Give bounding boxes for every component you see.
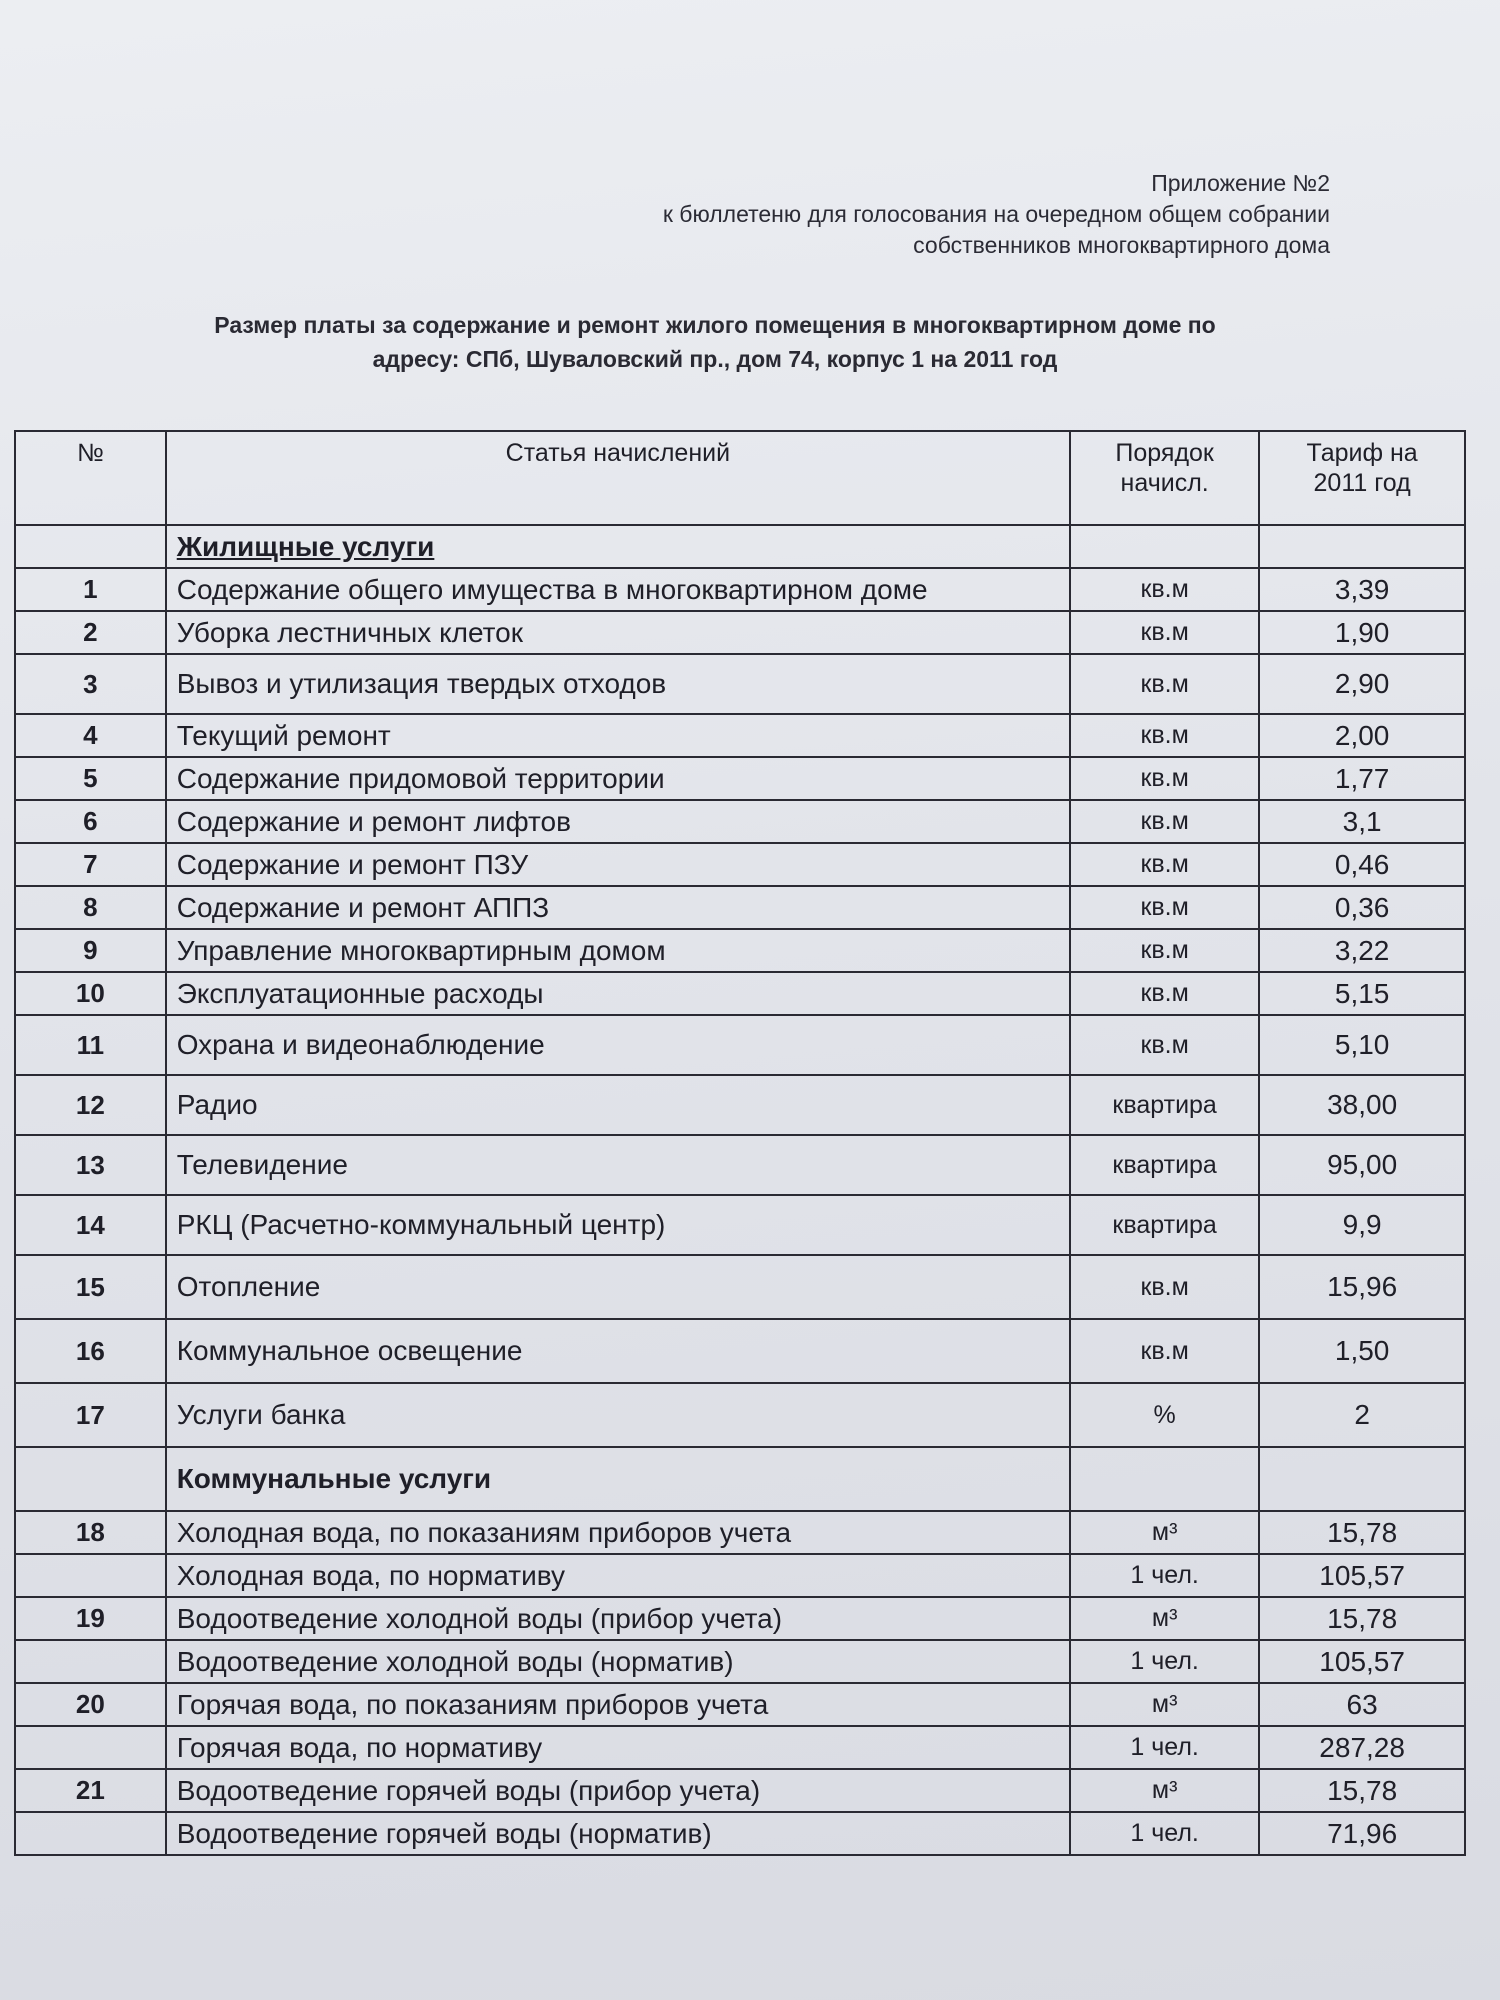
table-row	[15, 1812, 1465, 1855]
row-item: Холодная вода, по показаниям приборов учета	[166, 1511, 1070, 1554]
row-num: 18	[15, 1511, 166, 1554]
row-item: Уборка лестничных клеток	[166, 611, 1070, 654]
row-rate: 287,28	[1259, 1726, 1465, 1769]
table-row	[15, 1554, 1465, 1597]
row-num: 11	[15, 1015, 166, 1075]
row-rate: 5,15	[1259, 972, 1465, 1015]
row-item: Текущий ремонт	[166, 714, 1070, 757]
row-rate: 105,57	[1259, 1554, 1465, 1597]
row-num: 12	[15, 1075, 166, 1135]
row-num: 8	[15, 886, 166, 929]
table-row	[15, 1195, 1465, 1255]
row-num: 14	[15, 1195, 166, 1255]
row-item: Коммунальное освещение	[166, 1319, 1070, 1383]
table-row	[15, 886, 1465, 929]
row-num: 13	[15, 1135, 166, 1195]
row-item: Содержание общего имущества в многоквартирном доме	[166, 568, 1070, 611]
row-num: 21	[15, 1769, 166, 1812]
row-item: РКЦ (Расчетно-коммунальный центр)	[166, 1195, 1070, 1255]
row-item: Содержание и ремонт лифтов	[166, 800, 1070, 843]
row-unit: квартира	[1070, 1195, 1259, 1255]
header-unit	[1070, 431, 1259, 525]
table-row	[15, 929, 1465, 972]
row-rate: 63	[1259, 1683, 1465, 1726]
row-item: Телевидение	[166, 1135, 1070, 1195]
row-unit: кв.м	[1070, 886, 1259, 929]
row-unit: м³	[1070, 1597, 1259, 1640]
row-unit: квартира	[1070, 1135, 1259, 1195]
row-item: Холодная вода, по нормативу	[166, 1554, 1070, 1597]
row-num: 5	[15, 757, 166, 800]
table-row	[15, 1726, 1465, 1769]
row-unit: кв.м	[1070, 1255, 1259, 1319]
header-num: №	[15, 431, 166, 525]
row-num: 9	[15, 929, 166, 972]
header-unit-line-1: Порядок	[1115, 439, 1214, 467]
header-unit-line-2: начисл.	[1120, 469, 1209, 497]
section-row-housing	[15, 525, 1465, 568]
row-item: Радио	[166, 1075, 1070, 1135]
row-num	[15, 1554, 166, 1597]
header-rate-line-1: Тариф на	[1306, 439, 1418, 467]
table-row	[15, 1015, 1465, 1075]
row-unit: %	[1070, 1383, 1259, 1447]
appendix-line-2: к бюллетеню для голосования на очередном общем собрании	[662, 201, 1330, 227]
row-item: Содержание и ремонт АППЗ	[166, 886, 1070, 929]
table-row	[15, 568, 1465, 611]
row-num: 16	[15, 1319, 166, 1383]
table-row	[15, 1075, 1465, 1135]
row-num: 17	[15, 1383, 166, 1447]
row-unit: кв.м	[1070, 568, 1259, 611]
row-rate: 1,77	[1259, 757, 1465, 800]
row-rate: 2,00	[1259, 714, 1465, 757]
row-num: 4	[15, 714, 166, 757]
row-unit: кв.м	[1070, 843, 1259, 886]
row-rate: 15,96	[1259, 1255, 1465, 1319]
row-unit: кв.м	[1070, 972, 1259, 1015]
row-rate: 5,10	[1259, 1015, 1465, 1075]
row-unit: м³	[1070, 1511, 1259, 1554]
row-num: 1	[15, 568, 166, 611]
row-rate: 15,78	[1259, 1597, 1465, 1640]
table-row	[15, 654, 1465, 714]
appendix-line-3: собственников многоквартирного дома	[913, 232, 1330, 258]
table-header-row	[15, 431, 1465, 525]
row-num: 2	[15, 611, 166, 654]
row-item: Вывоз и утилизация твердых отходов	[166, 654, 1070, 714]
table-row	[15, 1383, 1465, 1447]
row-unit: 1 чел.	[1070, 1812, 1259, 1855]
document-title	[60, 308, 1370, 376]
table-row	[15, 714, 1465, 757]
row-rate: 0,36	[1259, 886, 1465, 929]
row-num: 6	[15, 800, 166, 843]
row-unit: кв.м	[1070, 1015, 1259, 1075]
row-item: Эксплуатационные расходы	[166, 972, 1070, 1015]
row-num	[15, 1640, 166, 1683]
header-rate-line-2: 2011 год	[1313, 469, 1411, 497]
row-num: 10	[15, 972, 166, 1015]
row-num: 19	[15, 1597, 166, 1640]
table-row	[15, 1135, 1465, 1195]
table-row	[15, 1255, 1465, 1319]
row-unit: кв.м	[1070, 654, 1259, 714]
row-rate: 15,78	[1259, 1769, 1465, 1812]
table-row	[15, 1511, 1465, 1554]
row-rate: 9,9	[1259, 1195, 1465, 1255]
row-item: Водоотведение холодной воды (норматив)	[166, 1640, 1070, 1683]
row-item: Управление многоквартирным домом	[166, 929, 1070, 972]
row-rate: 3,22	[1259, 929, 1465, 972]
row-unit: квартира	[1070, 1075, 1259, 1135]
row-unit: 1 чел.	[1070, 1640, 1259, 1683]
row-unit: кв.м	[1070, 757, 1259, 800]
row-rate: 71,96	[1259, 1812, 1465, 1855]
row-item: Содержание и ремонт ПЗУ	[166, 843, 1070, 886]
table-row	[15, 800, 1465, 843]
row-num	[15, 1812, 166, 1855]
table-row	[15, 1597, 1465, 1640]
row-item: Содержание придомовой территории	[166, 757, 1070, 800]
row-num: 20	[15, 1683, 166, 1726]
appendix-note	[430, 168, 1330, 261]
section-title-utilities: Коммунальные услуги	[166, 1447, 1070, 1511]
row-unit: м³	[1070, 1683, 1259, 1726]
row-item: Горячая вода, по нормативу	[166, 1726, 1070, 1769]
row-rate: 0,46	[1259, 843, 1465, 886]
row-item: Отопление	[166, 1255, 1070, 1319]
appendix-line-1: Приложение №2	[1151, 170, 1330, 196]
row-rate: 3,1	[1259, 800, 1465, 843]
table-row	[15, 1683, 1465, 1726]
tariff-table	[14, 430, 1466, 1856]
row-num: 15	[15, 1255, 166, 1319]
row-unit: м³	[1070, 1769, 1259, 1812]
row-rate: 1,50	[1259, 1319, 1465, 1383]
section-row-utilities	[15, 1447, 1465, 1511]
title-line-2: адресу: СПб, Шуваловский пр., дом 74, корпус 1 на 2011 год	[372, 346, 1058, 372]
row-item: Услуги банка	[166, 1383, 1070, 1447]
row-item: Охрана и видеонаблюдение	[166, 1015, 1070, 1075]
row-num: 7	[15, 843, 166, 886]
header-rate	[1259, 431, 1465, 525]
row-rate: 1,90	[1259, 611, 1465, 654]
table-row	[15, 843, 1465, 886]
row-rate: 2	[1259, 1383, 1465, 1447]
row-unit: кв.м	[1070, 800, 1259, 843]
row-num	[15, 1726, 166, 1769]
row-num: 3	[15, 654, 166, 714]
table-row	[15, 1640, 1465, 1683]
row-rate: 95,00	[1259, 1135, 1465, 1195]
row-unit: кв.м	[1070, 929, 1259, 972]
row-rate: 3,39	[1259, 568, 1465, 611]
row-item: Водоотведение горячей воды (норматив)	[166, 1812, 1070, 1855]
row-rate: 15,78	[1259, 1511, 1465, 1554]
table-row	[15, 611, 1465, 654]
row-item: Водоотведение холодной воды (прибор учета)	[166, 1597, 1070, 1640]
table-row	[15, 1319, 1465, 1383]
row-unit: кв.м	[1070, 714, 1259, 757]
table-row	[15, 1769, 1465, 1812]
table-row	[15, 757, 1465, 800]
row-rate: 2,90	[1259, 654, 1465, 714]
row-rate: 38,00	[1259, 1075, 1465, 1135]
header-item: Статья начислений	[166, 431, 1070, 525]
row-rate: 105,57	[1259, 1640, 1465, 1683]
row-item: Водоотведение горячей воды (прибор учета)	[166, 1769, 1070, 1812]
section-title-housing: Жилищные услуги	[176, 530, 435, 562]
title-line-1: Размер платы за содержание и ремонт жилого помещения в многоквартирном доме по	[214, 312, 1216, 338]
row-unit: кв.м	[1070, 611, 1259, 654]
row-item: Горячая вода, по показаниям приборов учета	[166, 1683, 1070, 1726]
row-unit: 1 чел.	[1070, 1554, 1259, 1597]
row-unit: 1 чел.	[1070, 1726, 1259, 1769]
table-row	[15, 972, 1465, 1015]
row-unit: кв.м	[1070, 1319, 1259, 1383]
